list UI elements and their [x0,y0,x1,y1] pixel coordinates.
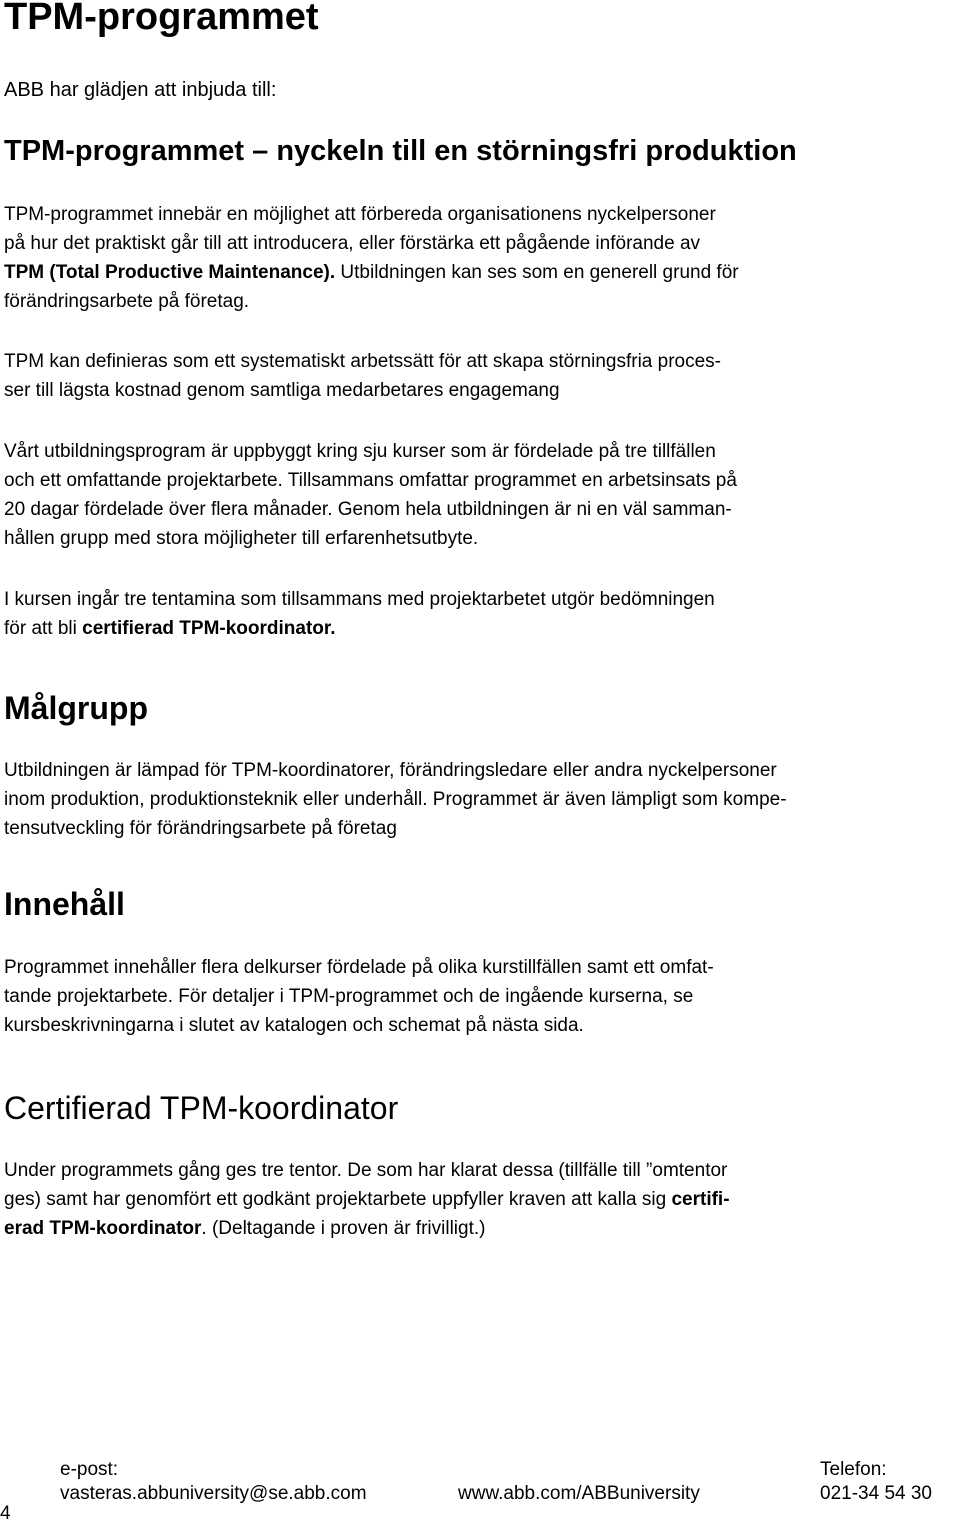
certification-bold: erad TPM-koordinator [4,1218,202,1239]
tpm-definition-bold: TPM (Total Productive Maintenance). [4,262,336,283]
text-fragment: för att bli [4,618,83,639]
text-line: tande projektarbete. För detaljer i TPM-programmet och de ingående kurserna, se [4,986,694,1007]
text-line: på hur det praktiskt går till att introducera, eller förstärka ett pågående införande av [4,233,701,254]
email-link[interactable]: vasteras.abbuniversity@se.abb.com [60,1483,367,1504]
section-heading-certifierad: Certifierad TPM-koordinator [4,1090,399,1126]
text-line: förändringsarbete på företag. [4,291,250,312]
text-line: Vårt utbildningsprogram är uppbyggt kring sju kurser som är fördelade på tre tillfällen [4,441,716,462]
text-line: Under programmets gång ges tre tentor. De som har klarat dessa (tillfälle till ”omtentor [4,1160,728,1181]
text-line: hållen grupp med stora möjligheter till erfarenhetsutbyte. [4,528,479,549]
email-label: e-post: [60,1459,119,1480]
text-line: Programmet innehåller flera delkurser fördelade på olika kurstillfällen samt ett omfat- [4,957,714,978]
text-line: inom produktion, produktionsteknik eller underhåll. Programmet är även lämpligt som kompe- [4,789,787,810]
text-fragment: Utbildningen kan ses som en generell grund för [335,262,739,283]
text-line [4,258,739,287]
text-line: tensutveckling för förändringsarbete på företag [4,818,397,839]
text-line: Utbildningen är lämpad för TPM-koordinatorer, förändringsledare eller andra nyckelpersoner [4,760,777,781]
target-group-paragraph [4,756,787,843]
text-line: 20 dagar fördelade över flera månader. Genom hela utbildningen är ni en väl samman- [4,499,732,520]
phone-label: Telefon: [820,1459,887,1480]
tpm-definition-paragraph [4,347,721,405]
text-fragment: ges) samt har genomfört ett godkänt projektarbete uppfyller kraven att kalla sig [4,1189,672,1210]
text-line [4,1214,730,1243]
text-line [4,614,715,643]
page-number: 4 [0,1503,11,1524]
text-line [4,1185,730,1214]
text-line: och ett omfattande projektarbete. Tillsammans omfattar programmet en arbetsinsats på [4,470,737,491]
text-line: I kursen ingår tre tentamina som tillsammans med projektarbetet utgör bedömningen [4,589,715,610]
text-line: ser till lägsta kostnad genom samtliga medarbetares engagemang [4,380,560,401]
page-title: TPM-programmet [4,0,319,38]
text-fragment: . (Deltagande i proven är frivilligt.) [201,1218,486,1239]
content-paragraph [4,953,714,1040]
invitation-text: ABB har glädjen att inbjuda till: [4,79,277,101]
text-line: TPM kan definieras som ett systematiskt arbetssätt för att skapa störningsfria proces- [4,351,721,372]
text-line: TPM-programmet innebär en möjlighet att förbereda organisationens nyckelpersoner [4,204,716,225]
phone-number: 021-34 54 30 [820,1483,932,1504]
certification-paragraph [4,1156,730,1243]
program-subtitle: TPM-programmet – nyckeln till en störningsfri produktion [4,135,797,167]
text-line: kursbeskrivningarna i slutet av katalogen och schemat på nästa sida. [4,1015,584,1036]
certification-bold: certifi- [671,1189,730,1210]
program-structure-paragraph [4,437,737,553]
section-heading-malgrupp: Målgrupp [4,690,148,726]
intro-paragraph [4,200,739,316]
section-heading-innehall: Innehåll [4,886,125,922]
certification-bold: certifierad TPM-koordinator. [82,618,336,639]
exam-paragraph [4,585,715,643]
website-link[interactable]: www.abb.com/ABBuniversity [458,1483,700,1504]
